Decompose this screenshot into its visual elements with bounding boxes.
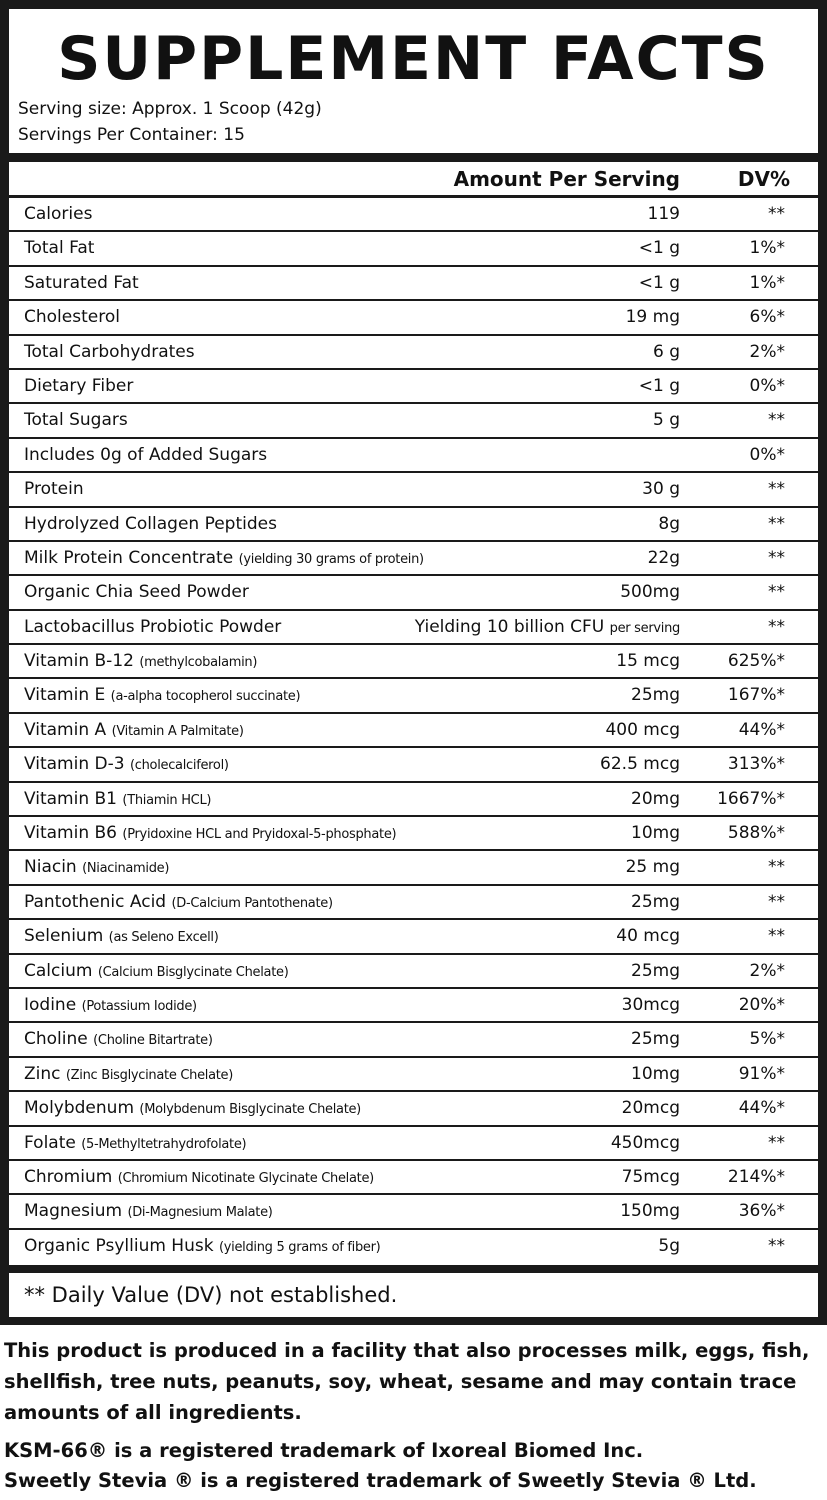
nutrient-name-text: Calories: [24, 204, 93, 224]
amount-value: 75mcg: [621, 1166, 680, 1187]
column-header-amount: Amount Per Serving: [453, 167, 680, 191]
nutrient-name: [24, 514, 277, 535]
amount-per-serving: [631, 892, 680, 913]
table-row: [9, 611, 818, 645]
table-row: [9, 1092, 818, 1126]
amount-value: 5 g: [652, 410, 680, 431]
nutrient-source: (a-alpha tocopherol succinate): [110, 689, 301, 705]
amount-value: 10mg: [631, 823, 680, 844]
table-row: [9, 232, 818, 266]
daily-value: **: [768, 857, 785, 878]
nutrient-name: [24, 857, 169, 879]
nutrient-source: (yielding 5 grams of fiber): [218, 1239, 381, 1255]
nutrient-name-text: Vitamin D-3: [24, 754, 125, 775]
table-row: [9, 817, 818, 851]
amount-per-serving: [626, 307, 680, 328]
daily-value: 588%*: [727, 823, 785, 844]
amount-per-serving: [658, 1236, 680, 1257]
nutrient-name: [24, 479, 84, 500]
amount-value: 25 mg: [625, 857, 680, 878]
amount-value: 6 g: [652, 341, 680, 362]
nutrient-name-text: Includes 0g of Added Sugars: [24, 444, 268, 465]
nutrient-source: (5-Methyltetrahydrofolate): [81, 1136, 247, 1152]
nutrient-name-text: Zinc: [24, 1063, 61, 1084]
nutrient-name-text: Magnesium: [24, 1201, 123, 1222]
amount-value: 40 mcg: [616, 926, 680, 947]
daily-value: **: [768, 1132, 785, 1153]
trademark-notice: Sweetly Stevia ® is a registered trademark of Sweetly Stevia ® Ltd.: [4, 1469, 757, 1492]
amount-value: 5g: [658, 1235, 680, 1256]
nutrient-name-text: Choline: [24, 1029, 88, 1050]
amount-value: Yielding 10 billion CFU: [414, 616, 605, 637]
amount-value: 25mg: [631, 960, 680, 981]
amount-value: 30mcg: [621, 994, 680, 1015]
nutrient-name: [24, 445, 267, 466]
table-row: [9, 920, 818, 954]
amount-per-serving: [622, 1098, 680, 1119]
daily-value: **: [768, 926, 785, 947]
table-row: [9, 645, 818, 679]
amount-per-serving: [626, 857, 680, 878]
nutrient-name: [24, 995, 197, 1017]
table-row: [9, 336, 818, 370]
amount-value: 500mg: [620, 582, 680, 603]
nutrient-source: (Zinc Bisglycinate Chelate): [65, 1067, 234, 1083]
nutrient-name-text: Iodine: [24, 994, 77, 1015]
nutrient-name-text: Total Carbohydrates: [24, 341, 195, 362]
amount-per-serving: [611, 1133, 680, 1154]
daily-value: **: [768, 891, 785, 912]
nutrient-name: [24, 1133, 246, 1155]
table-row: [9, 301, 818, 335]
facts-table: [9, 162, 818, 1265]
amount-per-serving: [631, 961, 680, 982]
nutrient-name: [24, 823, 396, 845]
amount-per-serving: [653, 342, 680, 363]
amount-per-serving: [648, 204, 680, 225]
amount-value: 119: [647, 204, 680, 224]
amount-value: 8g: [658, 513, 680, 534]
nutrient-source: (Vitamin A Palmitate): [111, 723, 244, 739]
nutrient-name: [24, 548, 424, 570]
daily-value: 0%*: [749, 375, 785, 396]
daily-value: 20%*: [738, 994, 785, 1015]
nutrient-name-text: Selenium: [24, 926, 104, 947]
amount-per-serving: [631, 823, 680, 844]
daily-value: 1667%*: [717, 788, 785, 809]
nutrient-name: [24, 926, 219, 948]
nutrient-name: [24, 1236, 380, 1258]
nutrient-name-text: Chromium: [24, 1166, 113, 1187]
daily-value: 91%*: [738, 1063, 785, 1084]
amount-per-serving: [653, 410, 680, 431]
daily-value: **: [768, 513, 785, 534]
amount-value: 20mcg: [621, 1098, 680, 1119]
nutrient-name: [24, 651, 257, 673]
footnote: ** Daily Value (DV) not established.: [24, 1283, 398, 1307]
nutrient-name-text: Milk Protein Concentrate: [24, 547, 234, 568]
amount-per-serving: [631, 1064, 680, 1085]
amount-value: <1 g: [638, 272, 680, 293]
daily-value: 2%*: [749, 341, 785, 362]
daily-value: 313%*: [727, 754, 785, 775]
nutrient-name-text: Cholesterol: [24, 307, 120, 328]
table-row: [9, 679, 818, 713]
daily-value: 214%*: [727, 1166, 785, 1187]
nutrient-source: (D-Calcium Pantothenate): [171, 895, 333, 911]
nutrient-source: (Calcium Bisglycinate Chelate): [97, 964, 289, 980]
nutrient-name-text: Folate: [24, 1132, 76, 1153]
daily-value: **: [768, 616, 785, 637]
amount-per-serving: [631, 789, 680, 810]
amount-value: 450mcg: [610, 1132, 680, 1153]
nutrient-name-text: Lactobacillus Probiotic Powder: [24, 616, 282, 637]
nutrient-name-text: Calcium: [24, 960, 93, 981]
allergen-disclaimer: This product is produced in a facility that also processes milk, eggs, fish, shellfish, tree nuts, peanuts, soy, wheat, sesame and may contain trace amounts of all ingredients.: [4, 1339, 810, 1424]
daily-value: 625%*: [727, 651, 785, 672]
table-row: [9, 1127, 818, 1161]
nutrient-name-text: Hydrolyzed Collagen Peptides: [24, 513, 277, 534]
nutrient-name: [24, 342, 195, 363]
table-row: [9, 989, 818, 1023]
amount-value: 22g: [647, 547, 680, 568]
amount-per-serving: [415, 617, 680, 639]
nutrient-name: [24, 685, 300, 707]
nutrient-source: (Molybdenum Bisglycinate Chelate): [139, 1102, 361, 1118]
amount-value: 400 mcg: [605, 719, 680, 740]
nutrient-name-text: Total Sugars: [24, 410, 128, 431]
nutrient-name: [24, 789, 211, 811]
table-row: [9, 267, 818, 301]
table-row: [9, 851, 818, 885]
nutrient-name-text: Vitamin B6: [24, 823, 118, 844]
amount-value: 15 mcg: [616, 651, 680, 672]
table-row: [9, 1230, 818, 1262]
daily-value: 2%*: [749, 960, 785, 981]
nutrient-source: (Thiamin HCL): [122, 792, 212, 808]
amount-value: 30 g: [642, 479, 680, 500]
nutrient-name: [24, 410, 128, 431]
nutrient-name-text: Saturated Fat: [24, 272, 139, 293]
amount-per-serving: [616, 926, 680, 947]
header-box: [9, 9, 818, 153]
nutrient-name: [24, 754, 229, 776]
amount-per-serving: [620, 582, 680, 603]
nutrient-source: (Di-Magnesium Malate): [127, 1205, 273, 1221]
table-row: [9, 714, 818, 748]
daily-value: **: [768, 204, 785, 224]
table-row: [9, 955, 818, 989]
daily-value: 44%*: [738, 1098, 785, 1119]
nutrient-name: [24, 273, 139, 294]
table-row: [9, 404, 818, 438]
daily-value: **: [768, 410, 785, 431]
table-row: [9, 1161, 818, 1195]
amount-per-serving: [620, 1201, 680, 1222]
nutrient-name-text: Niacin: [24, 857, 77, 878]
table-row: [9, 542, 818, 576]
amount-qualifier: per serving: [609, 620, 680, 636]
table-row: [9, 1023, 818, 1057]
amount-per-serving: [622, 1167, 680, 1188]
amount-per-serving: [600, 754, 680, 775]
amount-value: <1 g: [638, 238, 680, 259]
nutrient-name-text: Organic Chia Seed Powder: [24, 582, 249, 603]
table-row: [9, 1058, 818, 1092]
nutrient-name: [24, 1029, 213, 1051]
nutrient-name: [24, 1064, 233, 1086]
nutrient-source: (yielding 30 grams of protein): [238, 551, 424, 567]
nutrient-name-text: Total Fat: [24, 238, 95, 259]
amount-value: 10mg: [631, 1063, 680, 1084]
nutrient-source: (methylcobalamin): [139, 655, 258, 671]
table-row: [9, 886, 818, 920]
daily-value: 6%*: [749, 307, 785, 328]
daily-value: 1%*: [749, 272, 785, 293]
nutrient-name-text: Dietary Fiber: [24, 375, 134, 396]
table-header: [9, 162, 818, 198]
daily-value: 1%*: [749, 238, 785, 259]
nutrient-source: (cholecalciferol): [129, 758, 229, 774]
daily-value: **: [768, 582, 785, 603]
amount-per-serving: [642, 479, 680, 500]
nutrient-source: (Pryidoxine HCL and Pryidoxal-5-phosphate): [122, 827, 397, 843]
nutrient-name: [24, 582, 249, 603]
nutrient-source: (Niacinamide): [82, 861, 170, 877]
footnote-box: [9, 1273, 818, 1317]
table-row: [9, 576, 818, 610]
table-row: [9, 508, 818, 542]
daily-value: 44%*: [738, 719, 785, 740]
nutrient-name-text: Organic Psyllium Husk: [24, 1235, 214, 1256]
nutrient-name: [24, 307, 120, 328]
nutrient-source: (Choline Bitartrate): [93, 1033, 213, 1049]
nutrient-name: [24, 204, 92, 225]
column-header-dv: DV%: [737, 167, 790, 191]
nutrient-name: [24, 1098, 361, 1120]
nutrient-name-text: Vitamin B-12: [24, 651, 134, 672]
daily-value: 5%*: [749, 1029, 785, 1050]
amount-per-serving: [639, 238, 680, 259]
nutrient-name: [24, 720, 244, 742]
serving-size: Serving size: Approx. 1 Scoop (42g): [18, 99, 322, 119]
table-row: [9, 370, 818, 404]
nutrient-name: [24, 892, 333, 914]
daily-value: 0%*: [749, 444, 785, 465]
nutrient-name: [24, 1201, 273, 1223]
amount-value: 25mg: [631, 891, 680, 912]
trademark-notice: KSM-66® is a registered trademark of Ixoreal Biomed Inc.: [4, 1439, 644, 1462]
table-row: [9, 1195, 818, 1229]
amount-value: 25mg: [631, 1029, 680, 1050]
amount-value: 150mg: [620, 1201, 680, 1222]
nutrient-name: [24, 1167, 374, 1189]
page-title: SUPPLEMENT FACTS: [57, 24, 770, 94]
amount-per-serving: [631, 1029, 680, 1050]
nutrient-source: (Chromium Nicotinate Glycinate Chelate): [117, 1170, 374, 1186]
nutrient-name: [24, 961, 288, 983]
table-row: [9, 783, 818, 817]
amount-value: 62.5 mcg: [600, 754, 680, 775]
nutrient-name-text: Vitamin B1: [24, 788, 118, 809]
nutrient-source: (Potassium Iodide): [81, 998, 197, 1014]
nutrient-name-text: Vitamin A: [24, 719, 107, 740]
table-row: [9, 473, 818, 507]
nutrient-source: (as Seleno Excell): [108, 930, 219, 946]
daily-value: **: [768, 1235, 785, 1256]
daily-value: 167%*: [727, 685, 785, 706]
daily-value: **: [768, 479, 785, 500]
amount-per-serving: [639, 376, 680, 397]
nutrient-name: [24, 238, 94, 259]
nutrient-name-text: Molybdenum: [24, 1098, 135, 1119]
daily-value: **: [768, 547, 785, 568]
daily-value: 36%*: [738, 1201, 785, 1222]
nutrient-name: [24, 617, 281, 638]
amount-per-serving: [622, 995, 680, 1016]
amount-value: <1 g: [638, 375, 680, 396]
amount-value: 20mg: [631, 788, 680, 809]
amount-per-serving: [648, 548, 680, 569]
table-row: [9, 198, 818, 232]
table-row: [9, 439, 818, 473]
nutrient-name-text: Protein: [24, 479, 84, 500]
table-row: [9, 748, 818, 782]
amount-per-serving: [639, 273, 680, 294]
amount-per-serving: [605, 720, 680, 741]
nutrient-name: [24, 376, 133, 397]
amount-per-serving: [631, 685, 680, 706]
amount-per-serving: [616, 651, 680, 672]
amount-value: 19 mg: [625, 307, 680, 328]
servings-per-container: Servings Per Container: 15: [18, 125, 245, 145]
table-body: [9, 198, 818, 1262]
amount-per-serving: [658, 514, 680, 535]
amount-value: 25mg: [631, 685, 680, 706]
nutrient-name-text: Pantothenic Acid: [24, 891, 167, 912]
nutrient-name-text: Vitamin E: [24, 685, 106, 706]
